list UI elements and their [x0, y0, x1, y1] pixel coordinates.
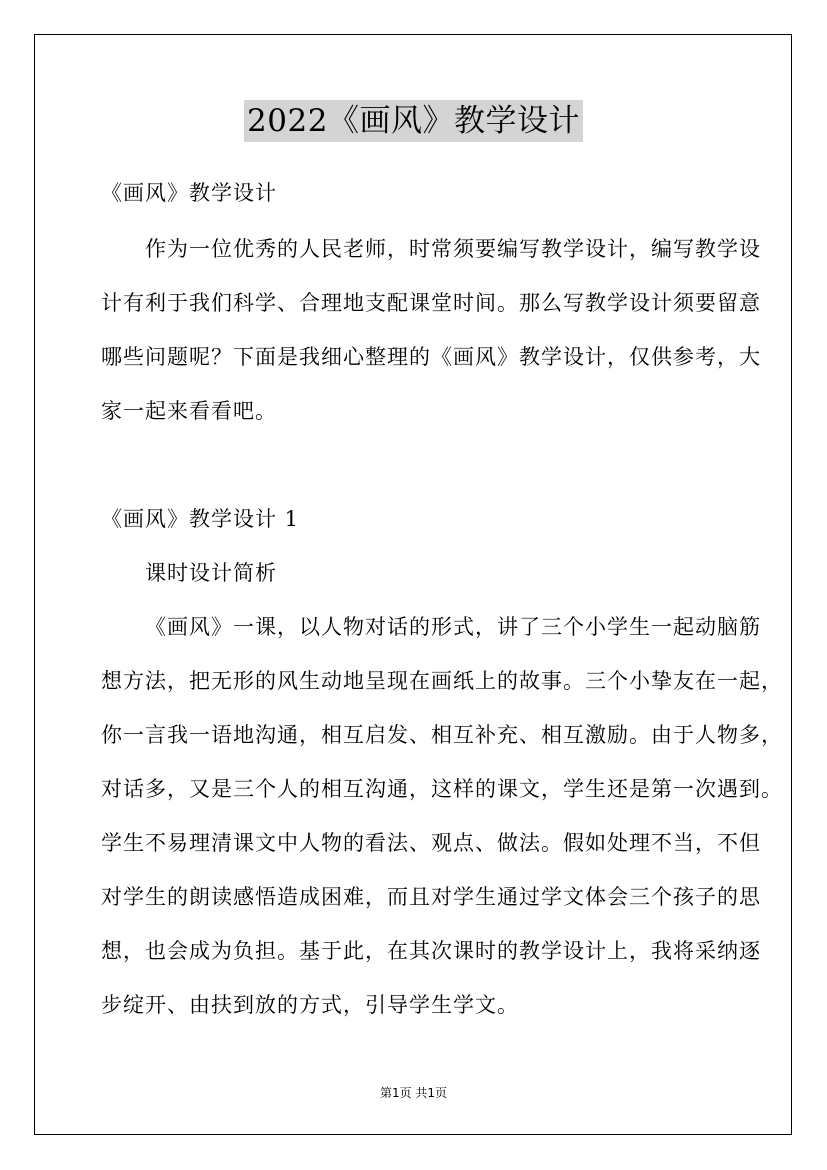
page-footer: 第1页 共1页	[379, 1086, 448, 1100]
sub-heading: 课时设计简析	[145, 561, 277, 585]
intro-line-4: 家一起来看看吧。	[101, 399, 277, 423]
body-line-8: 步绽开、由扶到放的方式，引导学生学文。	[101, 993, 519, 1017]
body-line-2: 想方法，把无形的风生动地呈现在画纸上的故事。三个小挚友在一起，	[101, 669, 783, 693]
body-line-1: 《画风》一课，以人物对话的形式，讲了三个小学生一起动脑筋	[145, 615, 761, 639]
section-title: 《画风》教学设计 1	[101, 507, 300, 531]
intro-line-3: 哪些问题呢？下面是我细心整理的《画风》教学设计，仅供参考，大	[101, 345, 761, 369]
body-line-3: 你一言我一语地沟通，相互启发、相互补充、相互激励。由于人物多，	[101, 723, 783, 747]
document-subtitle: 《画风》教学设计	[101, 181, 277, 205]
document-title: 2022《画风》教学设计	[244, 100, 583, 142]
title-container	[0, 100, 827, 142]
body-line-4: 对话多，又是三个人的相互沟通，这样的课文，学生还是第一次遇到。	[101, 777, 783, 801]
body-line-7: 想，也会成为负担。基于此，在其次课时的教学设计上，我将采纳逐	[101, 939, 761, 963]
intro-line-2: 计有利于我们科学、合理地支配课堂时间。那么写教学设计须要留意	[101, 291, 761, 315]
intro-line-1: 作为一位优秀的人民老师，时常须要编写教学设计，编写教学设	[145, 237, 761, 261]
body-line-5: 学生不易理清课文中人物的看法、观点、做法。假如处理不当，不但	[101, 831, 761, 855]
body-line-6: 对学生的朗读感悟造成困难，而且对学生通过学文体会三个孩子的思	[101, 885, 761, 909]
